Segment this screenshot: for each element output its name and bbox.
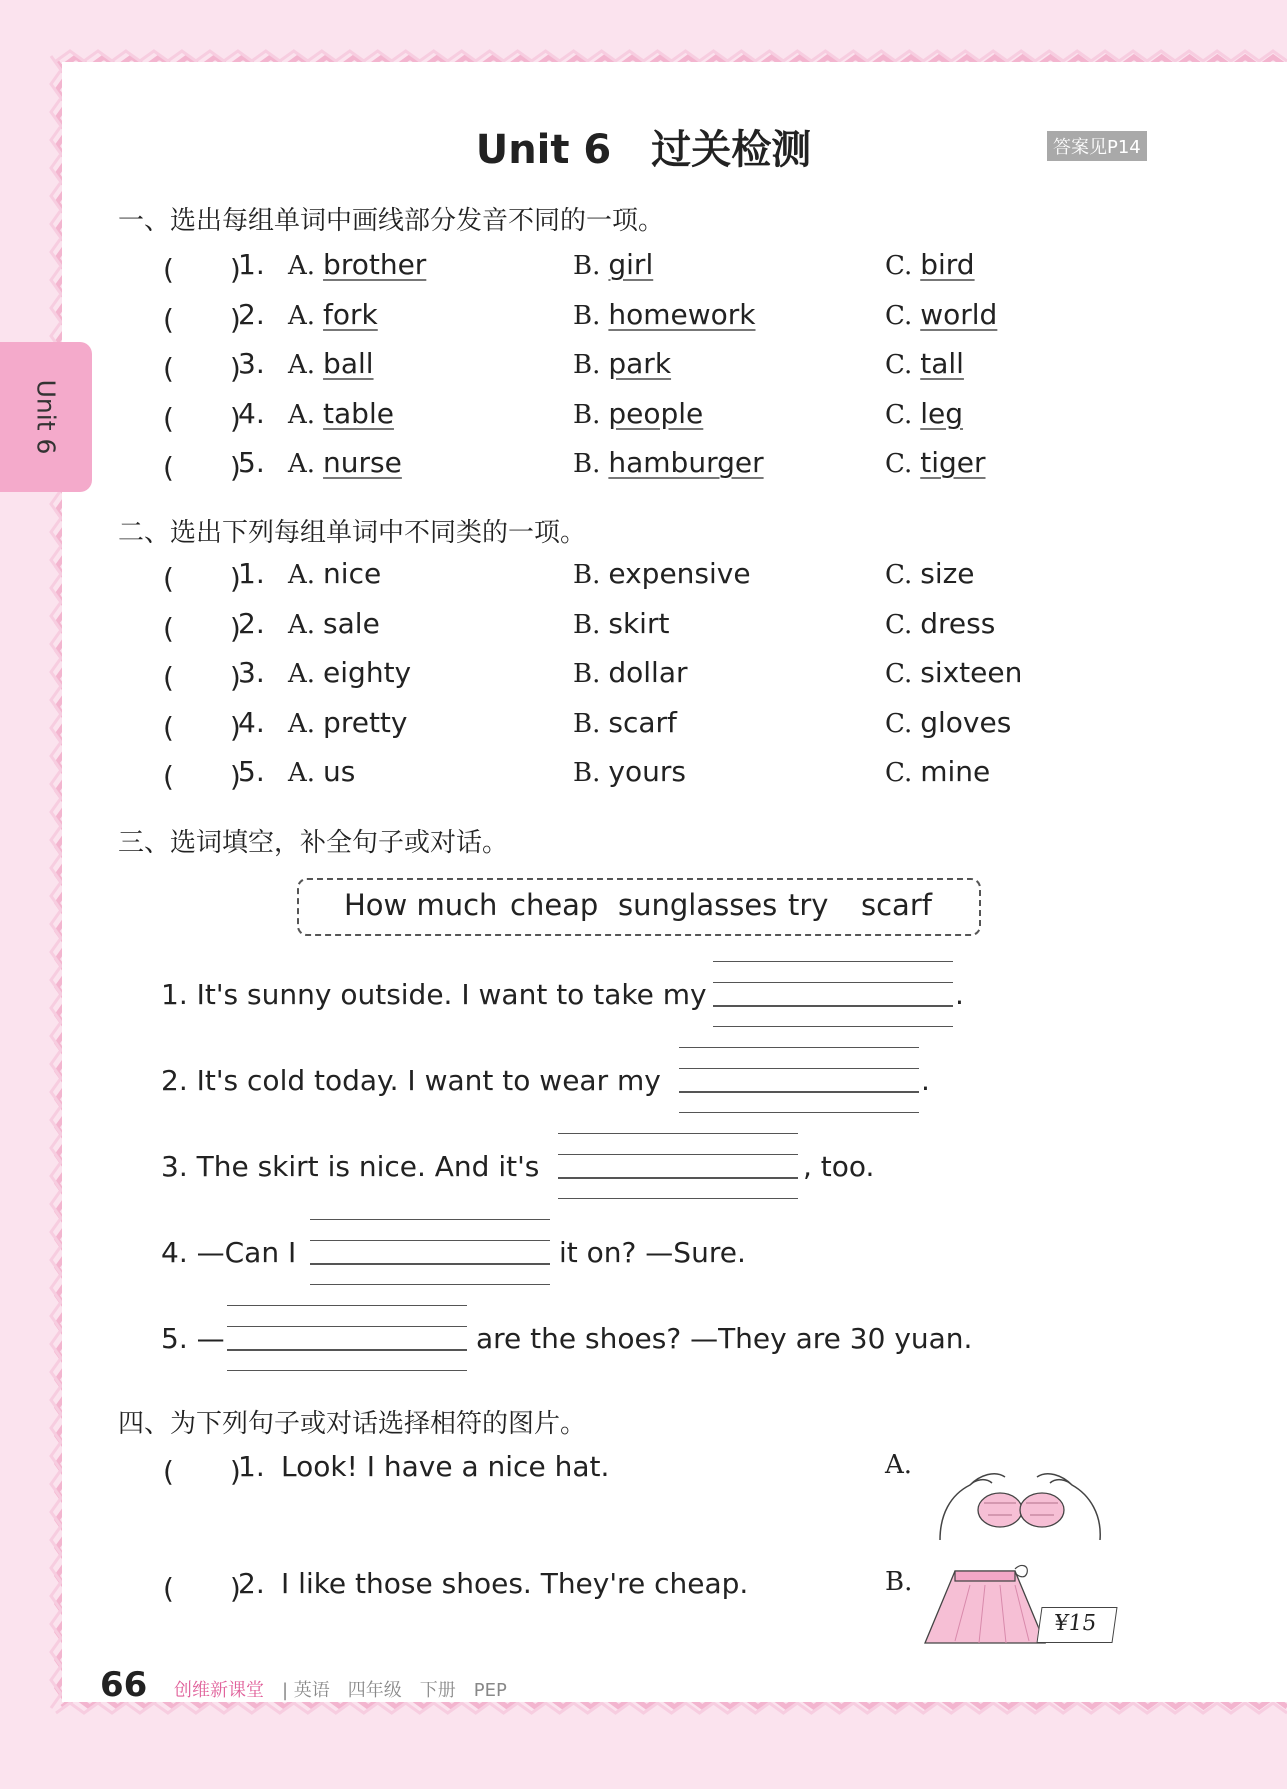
- footer-book-info: | 英语 四年级 下册 PEP: [282, 1680, 507, 1701]
- fill-sentence-1-post: .: [955, 978, 964, 1011]
- option-word: tiger: [920, 446, 986, 479]
- option-word: us: [323, 755, 356, 788]
- word-bank-item: cheap: [510, 888, 599, 922]
- match-sentence: I like those shoes. They're cheap.: [281, 1567, 749, 1600]
- answer-paren[interactable]: ( ): [163, 253, 241, 286]
- answer-paren[interactable]: ( ): [163, 611, 241, 645]
- section1-question-row: [0, 397, 1287, 437]
- picture-option-label: A.: [885, 1450, 913, 1480]
- option-letter: A.: [288, 449, 316, 479]
- answer-paren[interactable]: ( ): [163, 1455, 241, 1488]
- option-c: [885, 298, 997, 331]
- option-a: [288, 607, 380, 640]
- option-word: scarf: [608, 705, 677, 739]
- option-c: [885, 607, 995, 640]
- option-word: park: [608, 347, 672, 380]
- option-letter: C.: [885, 659, 913, 689]
- option-a: [288, 446, 402, 479]
- option-word: nice: [323, 557, 382, 590]
- answer-blank-1[interactable]: [713, 961, 953, 1027]
- option-b: [573, 397, 703, 430]
- option-word: leg: [920, 396, 964, 430]
- option-a: [288, 557, 381, 590]
- option-word: sale: [323, 606, 380, 640]
- option-c: [885, 755, 990, 788]
- fill-sentence-2-pre: 2. It's cold today. I want to wear my: [161, 1064, 661, 1097]
- section1-question-row: [0, 347, 1287, 387]
- option-letter: A.: [288, 708, 316, 739]
- option-letter: C.: [885, 758, 913, 788]
- option-word: skirt: [608, 606, 670, 640]
- option-letter: C.: [885, 609, 913, 640]
- fill-sentence-4-pre: 4. —Can I: [161, 1236, 297, 1269]
- answer-blank-2[interactable]: [679, 1047, 919, 1113]
- option-letter: C.: [885, 560, 913, 590]
- option-word: sixteen: [920, 656, 1023, 689]
- option-word: pretty: [323, 705, 408, 739]
- option-word: table: [323, 396, 394, 430]
- option-b: [573, 755, 686, 788]
- section1-question-row: [0, 248, 1287, 288]
- section1-question-row: [0, 298, 1287, 338]
- answer-paren[interactable]: ( ): [163, 451, 241, 484]
- option-c: [885, 706, 1011, 739]
- word-bank-item: sunglasses: [618, 888, 778, 922]
- fill-sentence-5-post: are the shoes? —They are 30 yuan.: [476, 1322, 973, 1355]
- option-word: dress: [920, 606, 996, 640]
- option-letter: C.: [885, 708, 913, 739]
- gloves-hands-picture: [920, 1455, 1120, 1545]
- fill-sentence-5-pre: 5. —: [161, 1322, 225, 1355]
- section2-question-row: [0, 557, 1287, 597]
- answer-paren[interactable]: ( ): [163, 401, 241, 435]
- option-letter: B.: [573, 350, 601, 380]
- fill-sentence-1-pre: 1. It's sunny outside. I want to take my: [161, 978, 707, 1011]
- answer-blank-3[interactable]: [558, 1133, 798, 1199]
- section2-question-row: [0, 656, 1287, 696]
- page-title-name: 过关检测: [651, 127, 812, 173]
- price-tag-text: ¥15: [1052, 1611, 1098, 1636]
- option-a: [288, 755, 355, 788]
- option-word: mine: [920, 755, 991, 788]
- footer-brand: 创维新课堂: [174, 1680, 264, 1701]
- option-a: [288, 397, 394, 430]
- option-letter: B.: [573, 399, 601, 430]
- item-number: 2.: [238, 297, 265, 331]
- answer-paren[interactable]: ( ): [163, 302, 241, 336]
- option-b: [573, 446, 764, 479]
- option-letter: C.: [885, 251, 913, 281]
- option-word: homework: [608, 297, 756, 331]
- option-letter: B.: [573, 300, 601, 331]
- fill-sentence-2-post: .: [921, 1064, 930, 1097]
- answer-blank-5[interactable]: [227, 1305, 467, 1371]
- item-number: 1.: [238, 557, 265, 590]
- section2-question-row: [0, 607, 1287, 647]
- option-word: world: [920, 297, 998, 331]
- option-word: brother: [323, 248, 427, 281]
- option-letter: B.: [573, 449, 601, 479]
- section2-question-row: [0, 706, 1287, 746]
- answer-paren[interactable]: ( ): [163, 562, 241, 595]
- option-c: [885, 446, 986, 479]
- section2-question-row: [0, 755, 1287, 795]
- option-b: [573, 557, 751, 590]
- option-letter: C.: [885, 449, 913, 479]
- option-letter: A.: [288, 399, 316, 430]
- option-letter: C.: [885, 350, 913, 380]
- option-letter: A.: [288, 300, 316, 331]
- option-letter: A.: [288, 350, 316, 380]
- option-word: nurse: [323, 446, 402, 479]
- item-number: 5.: [238, 755, 265, 788]
- item-number: 2.: [238, 1567, 265, 1600]
- option-a: [288, 706, 407, 739]
- option-word: people: [608, 396, 704, 430]
- section1-question-row: [0, 446, 1287, 486]
- option-letter: B.: [573, 708, 601, 739]
- option-b: [573, 607, 669, 640]
- option-word: size: [920, 557, 975, 590]
- option-letter: B.: [573, 659, 601, 689]
- item-number: 3.: [238, 347, 265, 380]
- option-a: [288, 248, 426, 281]
- answer-paren[interactable]: ( ): [163, 661, 241, 694]
- answer-reference-badge: 答案见P14: [1047, 131, 1147, 161]
- answer-blank-4[interactable]: [310, 1219, 550, 1285]
- section1-heading: 一、选出每组单词中画线部分发音不同的一项。: [118, 206, 665, 236]
- option-word: fork: [323, 297, 378, 331]
- word-bank-item: How much: [344, 888, 498, 922]
- page-title-unit: Unit 6: [475, 127, 612, 173]
- option-letter: A.: [288, 560, 316, 590]
- option-word: dollar: [608, 656, 688, 689]
- option-word: tall: [920, 347, 964, 380]
- fill-sentence-3-pre: 3. The skirt is nice. And it's: [161, 1150, 540, 1183]
- item-number: 1.: [238, 248, 265, 281]
- option-a: [288, 298, 378, 331]
- option-word: eighty: [323, 656, 412, 689]
- option-letter: A.: [288, 758, 316, 788]
- option-word: ball: [323, 347, 374, 380]
- option-letter: C.: [885, 399, 913, 430]
- option-letter: B.: [573, 758, 601, 788]
- option-a: [288, 656, 411, 689]
- page-number: 66: [100, 1665, 148, 1705]
- answer-paren[interactable]: ( ): [163, 1572, 241, 1605]
- section4-heading: 四、为下列句子或对话选择相符的图片。: [118, 1409, 587, 1439]
- option-c: [885, 248, 975, 281]
- option-letter: A.: [288, 251, 316, 281]
- word-bank-box: [297, 878, 981, 936]
- option-letter: B.: [573, 560, 601, 590]
- option-b: [573, 706, 677, 739]
- item-number: 2.: [238, 606, 265, 640]
- match-sentence: Look! I have a nice hat.: [281, 1450, 610, 1483]
- section3-heading: 三、选词填空，补全句子或对话。: [118, 828, 509, 858]
- option-word: bird: [920, 248, 975, 281]
- option-c: [885, 347, 964, 380]
- option-letter: B.: [573, 251, 601, 281]
- side-unit-label: Unit 6: [31, 379, 61, 455]
- item-number: 4.: [238, 705, 265, 739]
- answer-paren[interactable]: ( ): [163, 760, 241, 793]
- option-a: [288, 347, 374, 380]
- option-b: [573, 298, 756, 331]
- section2-heading: 二、选出下列每组单词中不同类的一项。: [118, 518, 587, 548]
- answer-paren[interactable]: ( ): [163, 352, 241, 385]
- option-word: hamburger: [608, 446, 764, 479]
- answer-paren[interactable]: ( ): [163, 710, 241, 744]
- price-tag: [1036, 1607, 1117, 1643]
- word-bank-item: scarf: [861, 888, 932, 922]
- option-word: gloves: [920, 705, 1012, 739]
- word-bank-item: try: [788, 888, 829, 922]
- option-word: yours: [608, 755, 686, 788]
- fill-sentence-4-post: it on? —Sure.: [559, 1236, 746, 1269]
- option-letter: A.: [288, 609, 316, 640]
- option-word: girl: [608, 248, 654, 281]
- option-letter: C.: [885, 300, 913, 331]
- option-c: [885, 397, 963, 430]
- option-b: [573, 248, 653, 281]
- item-number: 1.: [238, 1450, 265, 1483]
- option-b: [573, 656, 688, 689]
- option-b: [573, 347, 671, 380]
- picture-option-label: B.: [885, 1567, 913, 1597]
- option-word: expensive: [608, 557, 751, 590]
- option-c: [885, 557, 975, 590]
- option-letter: B.: [573, 609, 601, 640]
- option-c: [885, 656, 1022, 689]
- item-number: 5.: [238, 446, 265, 479]
- option-letter: A.: [288, 659, 316, 689]
- fill-sentence-3-post: , too.: [803, 1150, 875, 1183]
- item-number: 4.: [238, 396, 265, 430]
- item-number: 3.: [238, 656, 265, 689]
